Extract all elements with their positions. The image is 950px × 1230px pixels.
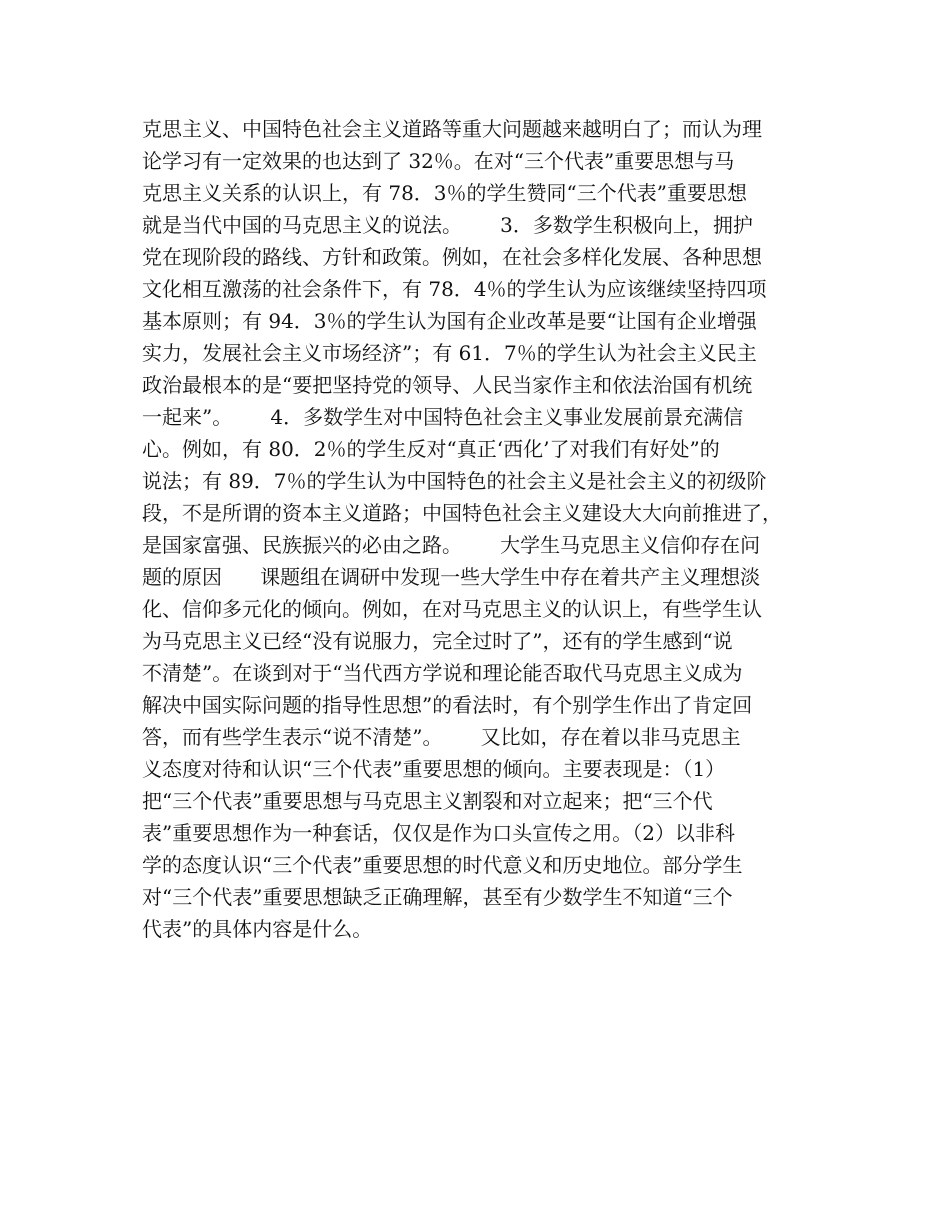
text-line: 克思主义关系的认识上，有 78．3％的学生赞同“三个代表”重要思想 — [142, 181, 747, 205]
text-line: 义态度对待和认识“三个代表”重要思想的倾向。主要表现是：（1） — [142, 757, 726, 781]
text-line: 为马克思主义已经“没有说服力，完全过时了”，还有的学生感到“说 — [142, 629, 733, 653]
text-line: 文化相互激荡的社会条件下，有 78．4％的学生认为应该继续坚持四项 — [142, 277, 767, 301]
text-line: 段，不是所谓的资本主义道路；中国特色社会主义建设大大向前推进了， — [142, 501, 782, 525]
text-line: 学的态度认识“三个代表”重要思想的时代意义和历史地位。部分学生 — [142, 853, 743, 877]
text-line: 基本原则；有 94．3％的学生认为国有企业改革是要“让国有企业增强 — [142, 309, 757, 333]
text-line: 克思主义、中国特色社会主义道路等重大问题越来越明白了；而认为理 — [142, 117, 762, 141]
text-line: 不清楚”。在谈到对于“当代西方学说和理论能否取代马克思主义成为 — [142, 661, 743, 685]
text-line: 实力，发展社会主义市场经济”；有 61．7％的学生认为社会主义民主 — [142, 341, 757, 365]
text-line: 题的原因 课题组在调研中发现一些大学生中存在着共产主义理想淡 — [142, 565, 761, 589]
text-line: 政治最根本的是“要把坚持党的领导、人民当家作主和依法治国有机统 — [142, 373, 753, 397]
text-line: 心。例如，有 80．2％的学生反对“真正‘西化’了对我们有好处”的 — [142, 437, 720, 461]
text-line: 党在现阶段的路线、方针和政策。例如，在社会多样化发展、各种思想 — [142, 245, 762, 269]
text-line: 一起来”。 4．多数学生对中国特色社会主义事业发展前景充满信 — [142, 405, 744, 429]
text-line: 是国家富强、民族振兴的必由之路。 大学生马克思主义信仰存在问 — [142, 533, 761, 557]
body-paragraph — [142, 113, 832, 945]
text-line: 论学习有一定效果的也达到了 32％。在对“三个代表”重要思想与马 — [142, 149, 735, 173]
text-line: 化、信仰多元化的倾向。例如，在对马克思主义的认识上，有些学生认 — [142, 597, 762, 621]
text-line: 对“三个代表”重要思想缺乏正确理解，甚至有少数学生不知道“三个 — [142, 885, 733, 909]
text-line: 表”重要思想作为一种套话，仅仅是作为口头宣传之用。（2）以非科 — [142, 821, 735, 845]
text-line: 把“三个代表”重要思想与马克思主义割裂和对立起来；把“三个代 — [142, 789, 713, 813]
text-line: 说法；有 89．7％的学生认为中国特色的社会主义是社会主义的初级阶 — [142, 469, 767, 493]
text-line: 答，而有些学生表示“说不清楚”。 又比如，存在着以非马克思主 — [142, 725, 741, 749]
text-line: 解决中国实际问题的指导性思想”的看法时，有个别学生作出了肯定回 — [142, 693, 753, 717]
text-line: 就是当代中国的马克思主义的说法。 3．多数学生积极向上，拥护 — [142, 213, 753, 237]
text-line: 代表”的具体内容是什么。 — [142, 917, 373, 941]
